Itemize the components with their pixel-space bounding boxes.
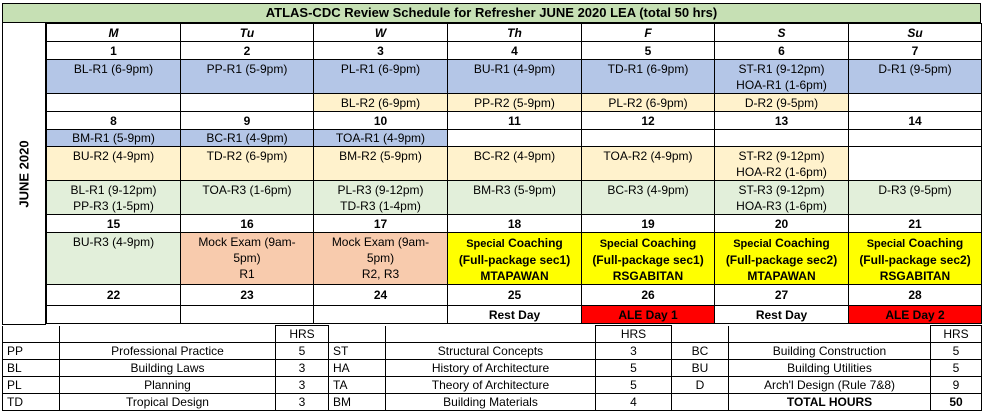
special-coaching-cell <box>448 233 582 285</box>
date-cell: 5 <box>582 42 715 60</box>
date-row <box>47 215 982 233</box>
weekday-header-row <box>47 24 982 42</box>
date-cell: 27 <box>715 285 849 306</box>
session-cell <box>314 306 448 324</box>
session-row <box>47 306 982 324</box>
session-label: HOA-R1 (1-6pm) <box>736 77 827 92</box>
subject-code: BC <box>672 343 729 360</box>
session-row <box>47 130 982 147</box>
session-label: BM-R2 (5-9pm) <box>339 148 422 163</box>
weekday-fri: F <box>582 24 715 42</box>
subject-code: TD <box>3 394 60 411</box>
special-package: (Full-package sec2) <box>859 253 971 267</box>
session-label: ST-R2 (9-12pm) <box>738 148 825 163</box>
date-cell: 13 <box>715 112 849 130</box>
session-label: TOA-R3 (1-6pm) <box>202 182 292 197</box>
session-cell: PP-R2 (5-9pm) <box>448 94 582 112</box>
session-row <box>47 94 982 112</box>
session-cell <box>314 147 448 181</box>
session-label: PP-R3 (1-5pm) <box>73 198 154 213</box>
session-cell <box>47 147 181 181</box>
special-coaching-cell <box>849 233 982 285</box>
legend-row <box>3 343 982 360</box>
session-cell: BU-R3 (4-9pm) <box>47 233 181 285</box>
session-cell: PL-R2 (6-9pm) <box>582 94 715 112</box>
subject-name: Building Construction <box>729 343 931 360</box>
date-cell: 15 <box>47 215 181 233</box>
date-cell: 11 <box>448 112 582 130</box>
subject-hours: 3 <box>276 377 329 394</box>
date-cell: 3 <box>314 42 448 60</box>
session-cell <box>448 181 582 215</box>
subject-name: Arch'l Design (Rule 7&8) <box>729 377 931 394</box>
special-word: Special <box>466 238 505 250</box>
date-cell: 1 <box>47 42 181 60</box>
subject-name: History of Architecture <box>386 360 596 377</box>
session-label: BL-R1 (6-9pm) <box>73 61 154 76</box>
date-row <box>47 112 982 130</box>
session-label: TD-R3 (1-4pm) <box>340 198 421 213</box>
session-row <box>47 147 982 181</box>
session-cell <box>448 130 582 147</box>
subject-hours: 3 <box>596 343 672 360</box>
session-cell <box>448 60 582 94</box>
month-label: JUNE 2020 <box>16 139 32 208</box>
subject-name: Building Utilities <box>729 360 931 377</box>
session-cell <box>849 60 982 94</box>
session-cell <box>715 60 849 94</box>
subject-name: Structural Concepts <box>386 343 596 360</box>
session-label: BL-R1 (9-12pm) <box>70 182 157 197</box>
session-cell <box>47 60 181 94</box>
weekday-wed: W <box>314 24 448 42</box>
subject-code: TA <box>329 377 386 394</box>
mock-exam-cell <box>314 233 448 285</box>
session-label: TOA-R2 (4-9pm) <box>603 148 693 163</box>
session-label: PL-R1 (6-9pm) <box>340 61 421 76</box>
subject-hours: 5 <box>596 360 672 377</box>
session-label: HOA-R3 (1-6pm) <box>736 198 827 213</box>
special-coach: RSGABITAN <box>612 269 684 283</box>
subject-code: D <box>672 377 729 394</box>
date-cell: 24 <box>314 285 448 306</box>
special-coach: MTAPAWAN <box>480 269 549 283</box>
special-coach: RSGABITAN <box>879 269 951 283</box>
hrs-header: HRS <box>596 326 672 343</box>
session-label: ST-R3 (9-12pm) <box>738 182 825 197</box>
special-rest: Coaching <box>508 236 563 250</box>
session-cell <box>314 60 448 94</box>
special-rest: Coaching <box>908 236 964 250</box>
session-cell <box>715 181 849 215</box>
subject-code: BM <box>329 394 386 411</box>
session-label: BU-R1 (4-9pm) <box>473 61 556 76</box>
subject-code <box>672 394 729 411</box>
session-cell <box>47 306 181 324</box>
session-label: PL-R3 (9-12pm) <box>337 182 424 197</box>
weekday-sat: S <box>715 24 849 42</box>
special-word: Special <box>599 238 639 250</box>
special-package: (Full-package sec1) <box>458 253 571 267</box>
session-row <box>47 233 982 285</box>
subject-name: Planning <box>60 377 276 394</box>
subject-code: ST <box>329 343 386 360</box>
session-label: R2, R3 <box>361 267 400 281</box>
ale-day-cell: ALE Day 1 <box>582 306 715 324</box>
special-rest: Coaching <box>775 236 830 250</box>
special-coaching-cell <box>715 233 849 285</box>
session-cell: D-R2 (9-5pm) <box>715 94 849 112</box>
ale-day-cell: ALE Day 2 <box>849 306 982 324</box>
session-label: BC-R3 (4-9pm) <box>607 182 689 197</box>
weekday-tue: Tu <box>181 24 314 42</box>
session-label: BU-R2 (4-9pm) <box>72 148 155 163</box>
session-cell <box>715 130 849 147</box>
session-label: R1 <box>239 267 255 281</box>
subject-hours: 5 <box>931 343 982 360</box>
legend-row <box>3 360 982 377</box>
session-row <box>47 60 982 94</box>
session-cell <box>181 181 314 215</box>
session-cell <box>582 181 715 215</box>
session-label: PP-R1 (5-9pm) <box>206 61 288 76</box>
session-label: D-R1 (9-5pm) <box>878 61 952 76</box>
session-label: BM-R3 (5-9pm) <box>473 182 556 197</box>
subject-hours: 4 <box>596 394 672 411</box>
date-cell: 25 <box>448 285 582 306</box>
session-cell: BM-R1 (5-9pm) <box>47 130 181 147</box>
session-cell <box>181 60 314 94</box>
session-cell <box>849 147 982 181</box>
subject-legend <box>2 325 982 411</box>
subject-hours: 5 <box>931 360 982 377</box>
special-coaching-cell <box>582 233 715 285</box>
session-cell <box>47 94 181 112</box>
date-cell: 20 <box>715 215 849 233</box>
date-cell: 8 <box>47 112 181 130</box>
subject-hours: 3 <box>276 360 329 377</box>
month-sidebar <box>2 23 46 325</box>
rest-day-cell: Rest Day <box>448 306 582 324</box>
date-row <box>47 42 982 60</box>
session-label: Mock Exam (9am-5pm) <box>331 235 430 265</box>
date-cell: 22 <box>47 285 181 306</box>
subject-code: HA <box>329 360 386 377</box>
date-cell: 6 <box>715 42 849 60</box>
date-cell: 28 <box>849 285 982 306</box>
subject-hours: 5 <box>596 377 672 394</box>
session-label: Mock Exam (9am-5pm) <box>198 235 296 265</box>
calendar-grid <box>46 23 982 324</box>
date-cell: 23 <box>181 285 314 306</box>
date-cell: 12 <box>582 112 715 130</box>
session-cell <box>181 306 314 324</box>
date-cell: 7 <box>849 42 982 60</box>
special-package: (Full-package sec2) <box>725 253 838 267</box>
date-row <box>47 285 982 306</box>
session-row <box>47 181 982 215</box>
session-cell <box>582 60 715 94</box>
hrs-header: HRS <box>931 326 982 343</box>
session-label: HOA-R2 (1-6pm) <box>736 164 827 179</box>
rest-day-cell: Rest Day <box>715 306 849 324</box>
subject-name: Professional Practice <box>60 343 276 360</box>
session-cell <box>314 181 448 215</box>
session-label: TD-R2 (6-9pm) <box>206 148 288 163</box>
weekday-thu: Th <box>448 24 582 42</box>
hrs-header: HRS <box>276 326 329 343</box>
date-cell: 10 <box>314 112 448 130</box>
session-label: D-R3 (9-5pm) <box>878 182 952 197</box>
session-cell <box>849 94 982 112</box>
special-package: (Full-package sec1) <box>592 253 704 267</box>
session-cell <box>47 181 181 215</box>
special-coach: MTAPAWAN <box>747 269 816 283</box>
session-label: TD-R1 (6-9pm) <box>607 61 689 76</box>
special-rest: Coaching <box>641 236 697 250</box>
date-cell: 19 <box>582 215 715 233</box>
session-cell <box>582 130 715 147</box>
mock-exam-cell <box>181 233 314 285</box>
subject-hours: 5 <box>276 343 329 360</box>
schedule-title: ATLAS-CDC Review Schedule for Refresher JUNE 2020 LEA (total 50 hrs) <box>2 3 981 23</box>
date-cell: 16 <box>181 215 314 233</box>
subject-name: Theory of Architecture <box>386 377 596 394</box>
date-cell: 2 <box>181 42 314 60</box>
date-cell: 17 <box>314 215 448 233</box>
date-cell: 21 <box>849 215 982 233</box>
special-word: Special <box>866 238 906 250</box>
subject-name: Building Materials <box>386 394 596 411</box>
session-label: ST-R1 (9-12pm) <box>738 61 825 76</box>
session-cell <box>181 94 314 112</box>
session-cell <box>181 147 314 181</box>
legend-header-row <box>3 326 982 343</box>
subject-code: BL <box>3 360 60 377</box>
total-hours-label: TOTAL HOURS <box>729 394 931 411</box>
subject-hours: 3 <box>276 394 329 411</box>
session-cell: TOA-R1 (4-9pm) <box>314 130 448 147</box>
date-cell: 18 <box>448 215 582 233</box>
date-cell: 26 <box>582 285 715 306</box>
total-hours-value: 50 <box>931 394 982 411</box>
session-cell <box>582 147 715 181</box>
subject-code: BU <box>672 360 729 377</box>
date-cell: 9 <box>181 112 314 130</box>
subject-hours: 9 <box>931 377 982 394</box>
legend-row <box>3 377 982 394</box>
date-cell: 4 <box>448 42 582 60</box>
session-cell: BC-R1 (4-9pm) <box>181 130 314 147</box>
subject-code: PL <box>3 377 60 394</box>
date-cell: 14 <box>849 112 982 130</box>
session-cell <box>849 181 982 215</box>
weekday-mon: M <box>47 24 181 42</box>
subject-name: Building Laws <box>60 360 276 377</box>
weekday-sun: Su <box>849 24 982 42</box>
subject-name: Tropical Design <box>60 394 276 411</box>
subject-code: PP <box>3 343 60 360</box>
special-word: Special <box>733 238 772 250</box>
session-cell: BL-R2 (6-9pm) <box>314 94 448 112</box>
session-cell <box>715 147 849 181</box>
session-cell <box>448 147 582 181</box>
session-cell <box>849 130 982 147</box>
session-label: BC-R2 (4-9pm) <box>473 148 556 163</box>
legend-row <box>3 394 982 411</box>
